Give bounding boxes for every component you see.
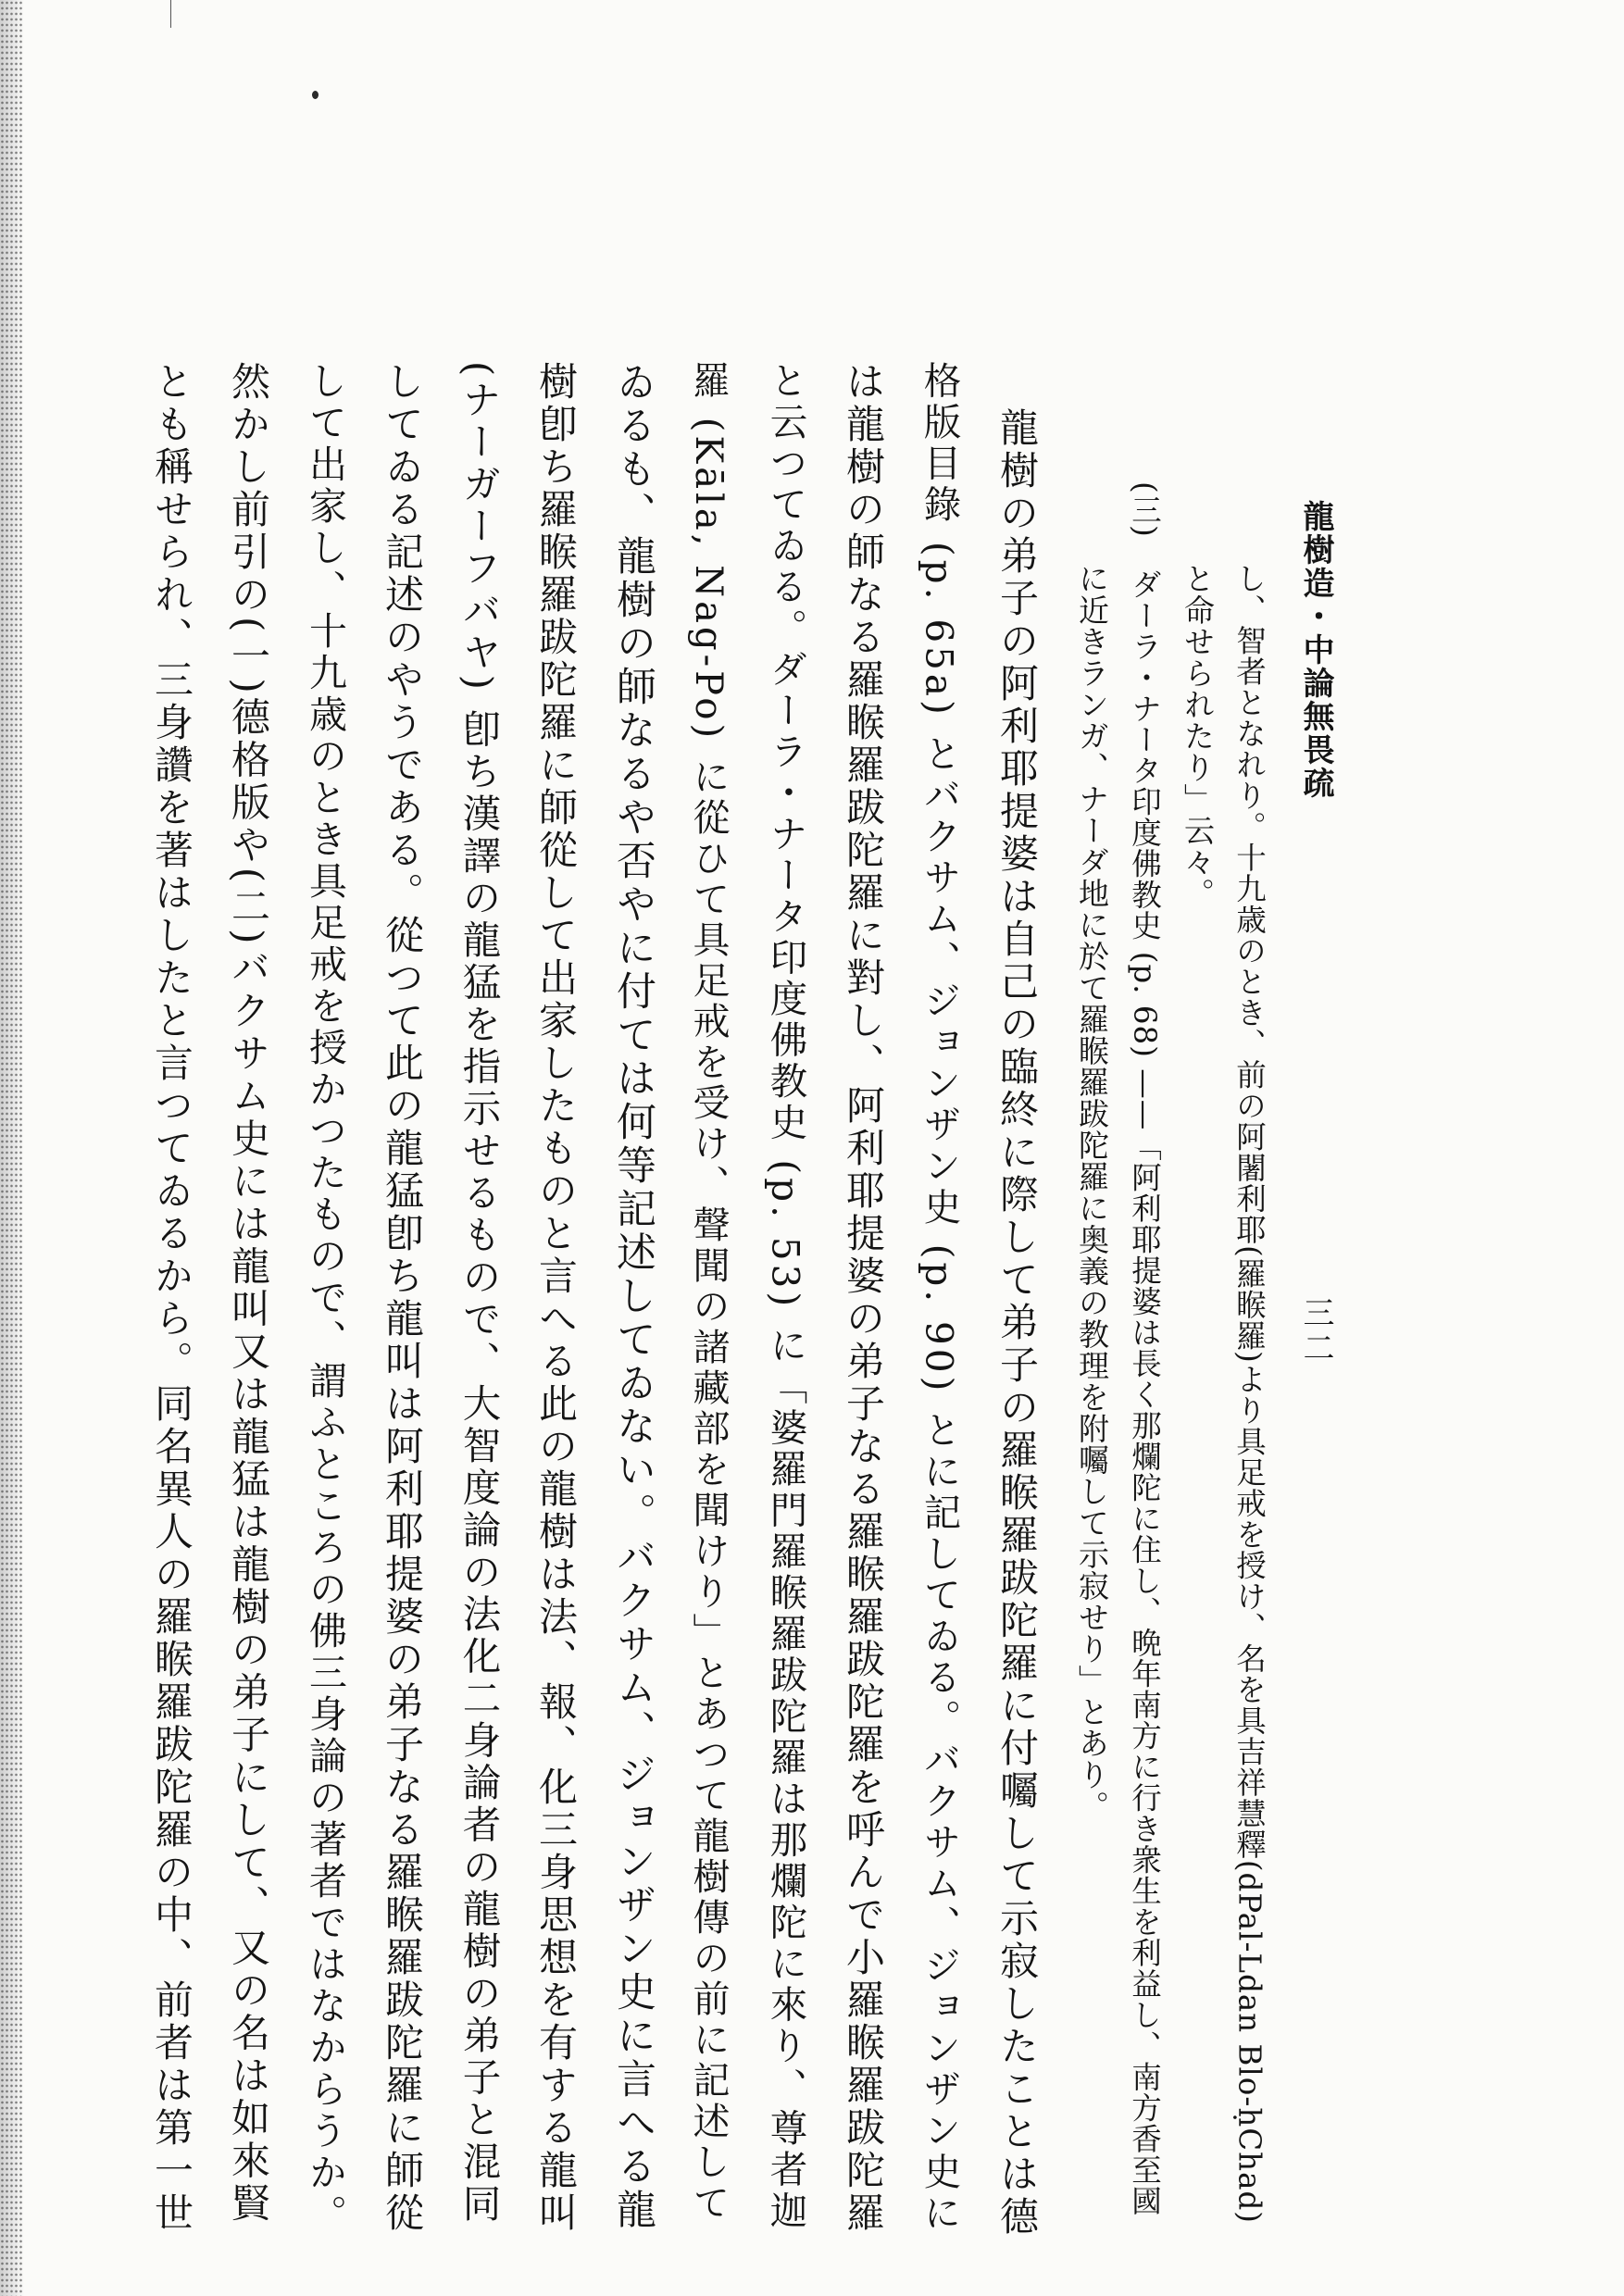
- body-line: は龍樹の師なる羅睺羅跋陀羅に對し、阿利耶提婆の弟子なる羅睺羅跋陀羅を呼んで小羅睺羅跋陀羅: [841, 361, 886, 2235]
- footnote-line: に近きランガ、ナーダ地に於て羅睺羅跋陀羅に奥義の教理を附囑して示寂せり」とあり。: [1074, 563, 1110, 1822]
- footnote-line: し、智者となれり。十九歳のとき、前の阿闍利耶(羅睺羅)より具足戒を授け、名を具吉祥慧釋(dPal-Ldan Blo-ḥChad): [1231, 563, 1268, 2224]
- body-line: 龍樹の弟子の阿利耶提婆は自己の臨終に際して弟子の羅睺羅跋陀羅に付囑して示寂したことは德: [994, 407, 1040, 2239]
- body-line: 格版目錄 (p. 65a) とバクサム、ジョンザン史 (p. 90) とに記してゐる。バクサム、ジョンザン史に: [917, 361, 962, 2235]
- body-line: 羅 (Kāla, Nag-Po) に從ひて具足戒を受け、聲聞の諸藏部を聞けり」とあつて龍樹傳の前に記述して: [687, 361, 730, 2224]
- body-line: ゐるも、龍樹の師なるや否やに付ては何等記述してゐない。バクサム、ジョンザン史に言へる龍: [610, 361, 656, 2232]
- ink-spot: [312, 91, 319, 99]
- footnote-line: と命せられたり」云々。: [1180, 563, 1216, 909]
- scan-edge-shadow: [0, 0, 24, 2296]
- page-number: 三二: [1297, 1296, 1334, 1366]
- body-line: 然かし前引の(一)德格版や(二)バクサム史には龍叫又は龍猛は龍樹の弟子にして、又の名は如來賢: [226, 361, 271, 2226]
- running-header-title: 龍樹造・中論無畏疏: [1297, 500, 1334, 800]
- body-line: 樹卽ち羅睺羅跋陀羅に師從して出家したものと言へる此の龍樹は法、報、化三身思想を有する龍叫: [533, 361, 579, 2235]
- footnote-line: (三) ダーラ・ナータ印度佛教史 (p. 68) ——「阿利耶提婆は長く那爛陀に住し、晩年南方に行き衆生を利益し、南方香至國: [1127, 481, 1163, 2216]
- body-line: と云つてゐる。ダーラ・ナータ印度佛教史 (p. 53) に「婆羅門羅睺羅跋陀羅は那爛陀に來り、尊者迦: [763, 361, 808, 2233]
- body-line: とも稱せられ、三身讚を著はしたと言つてゐるから。同名異人の羅睺羅跋陀羅の中、前者は第一世: [149, 361, 194, 2235]
- body-line: してゐる記述のやうである。從つて此の龍猛卽ち龍叫は阿利耶提婆の弟子なる羅睺羅跋陀羅に師從: [380, 361, 425, 2235]
- body-line: (ナーガーフバヤ) 卽ち漢譯の龍猛を指示せるもので、大智度論の法化二身論者の龍樹の弟子と混同: [456, 361, 502, 2227]
- stray-pen-line: [170, 0, 171, 28]
- body-line: して出家し、十九歳のとき具足戒を授かつたもので、謂ふところの佛三身論の著者ではなからうか。: [303, 361, 347, 2236]
